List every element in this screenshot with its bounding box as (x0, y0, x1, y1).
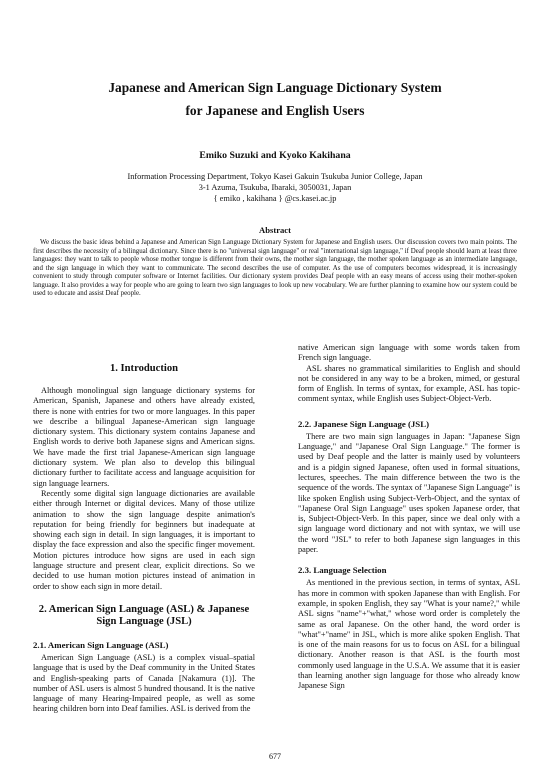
affiliation-line-1: Information Processing Department, Tokyo Kasei Gakuin Tsukuba Junior College, Japan (127, 172, 423, 181)
language-selection-paragraph: As mentioned in the previous section, in terms of syntax, ASL has more in common with spoken Japanese than with English. For example, in spoken English, they say "What is your name?," while ASL signs "name"+"what," whose word order is completely the same as oral Japanese. On the other hand, the word order is "what"+"name" in JSL, which is more alike spoken English. That is one of the main reasons for us to focus on ASL for a bilingual dictionary. Another reason is that ASL is the fourth most commonly used language in the U.S.A. We assume that it is easier than learning another sign language for those who already know Japanese Sign (298, 578, 520, 691)
section-2-2-heading: 2.2. Japanese Sign Language (JSL) (298, 418, 429, 429)
page-number: 677 (269, 752, 281, 761)
asl-paragraph-2: ASL shares no grammatical similarities to English and should not be considered in any way to be a broken, mimed, or gestural form of English. In terms of syntax, for example, ASL has topic-comment syntax, while English uses Subject-Object-Verb. (298, 363, 520, 404)
section-2-heading: 2. American Sign Language (ASL) & Japanese Sign Language (JSL) (38, 603, 250, 627)
section-1-heading: 1. Introduction (109, 363, 179, 374)
section-2-3-heading: 2.3. Language Selection (298, 565, 387, 576)
authors: Emiko Suzuki and Kyoko Kakihana (199, 150, 351, 161)
abstract-text: We discuss the basic ideas behind a Japanese and American Sign Language Dictionary System for Japanese and English users. Our discussion covers two main points. The first describes the necessity of a bilingual dictionary. Since there is no "universal sign language" or real "international sign language," if Deaf people should learn at least three languages: they want to talk to people whose mother tongue is different from their owns, the mother sign language, the mother spoken language as an intermediate language, and the sign language in which they want to communicate. The second describes the use of computer. As the use of computers becomes widespread, it is increasingly convenient to study through computer software or Internet facilities. Our dictionary system provides Deaf people with an easy means of access using their mother-spoken language. It also provides a way for people who are going to learn two sign languages to look up new vocabulary. We are further planning to examine how our system could be used to educate and assist Deaf people. (33, 239, 517, 297)
paper-title-line-1: Japanese and American Sign Language Dictionary System (108, 80, 442, 95)
right-column (298, 343, 520, 692)
intro-paragraph-1: Although monolingual sign language dictionary systems for American, Spanish, Japanese and others have already existed, there is none with entries for two or more languages. In this paper we describe a bilingual Japanese-American sign language dictionary system. This dictionary system contains Japanese and English words to derive both Japanese signs and American signs. We have made the first trial Japanese-American sign language dictionary system. We plan also to develop this bilingual dictionary further to facilitate access and language acquisition for sign language learners. (33, 386, 255, 488)
asl-paragraph-1: American Sign Language (ASL) is a complex visual–spatial language that is used by the Deaf community in the United States and English-speaking parts of Canada [Nakamura (1)]. The number of ASL users is almost 5 hundred thousand. It is the native language of many Hearing-Impaired people, as well as some hearing children born into Deaf families. ASL is derived from the (33, 652, 255, 714)
asl-paragraph-continued: native American sign language with some words taken from French sign language. (298, 343, 520, 363)
jsl-paragraph: There are two main sign languages in Japan: "Japanese Sign Language," and "Japanese Oral Sign Language." The former is used by Deaf people and the latter is mainly used by volunteers and is a pidgin signed Japanese, often used in formal situations, lectures, speeches. The main difference between the two is the sequence of the words. The syntax of "Japanese Sign Language" is like spoken English using Subject-Verb-Object, and the syntax of "Japanese Oral Sign Language" uses spoken Japanese order, that is, Subject-Object-Verb. In this paper, since we deal only with a sign language word dictionary and not with syntax, we will use the word "JSL" to refer to both Japanese sign languages in this paper. (298, 431, 520, 555)
affiliation-line-2: 3-1 Azuma, Tsukuba, Ibaraki, 3050031, Japan (198, 183, 352, 192)
section-2-1-heading: 2.1. American Sign Language (ASL) (33, 639, 169, 650)
affiliation-email: { emiko , kakihana } @cs.kasei.ac.jp (213, 194, 337, 203)
abstract-heading: Abstract (259, 225, 291, 235)
paper-title-line-2: for Japanese and English Users (185, 103, 365, 118)
intro-paragraph-2: Recently some digital sign language dictionaries are available either through Internet or digital devices. Many of those utilize animation to show the sign language despite animation's reputation for being friendly for beginners but inadequate at showing each sign in detail. In sign languages, it is important to display the face expression and also the specific finger movement. Motion pictures introduce how signs are used in each sign language structure and present clear, explicit directions. So we decided to use human motion pictures instead of animation in order to show each sign in more detail. (33, 488, 255, 591)
left-column (33, 352, 255, 715)
